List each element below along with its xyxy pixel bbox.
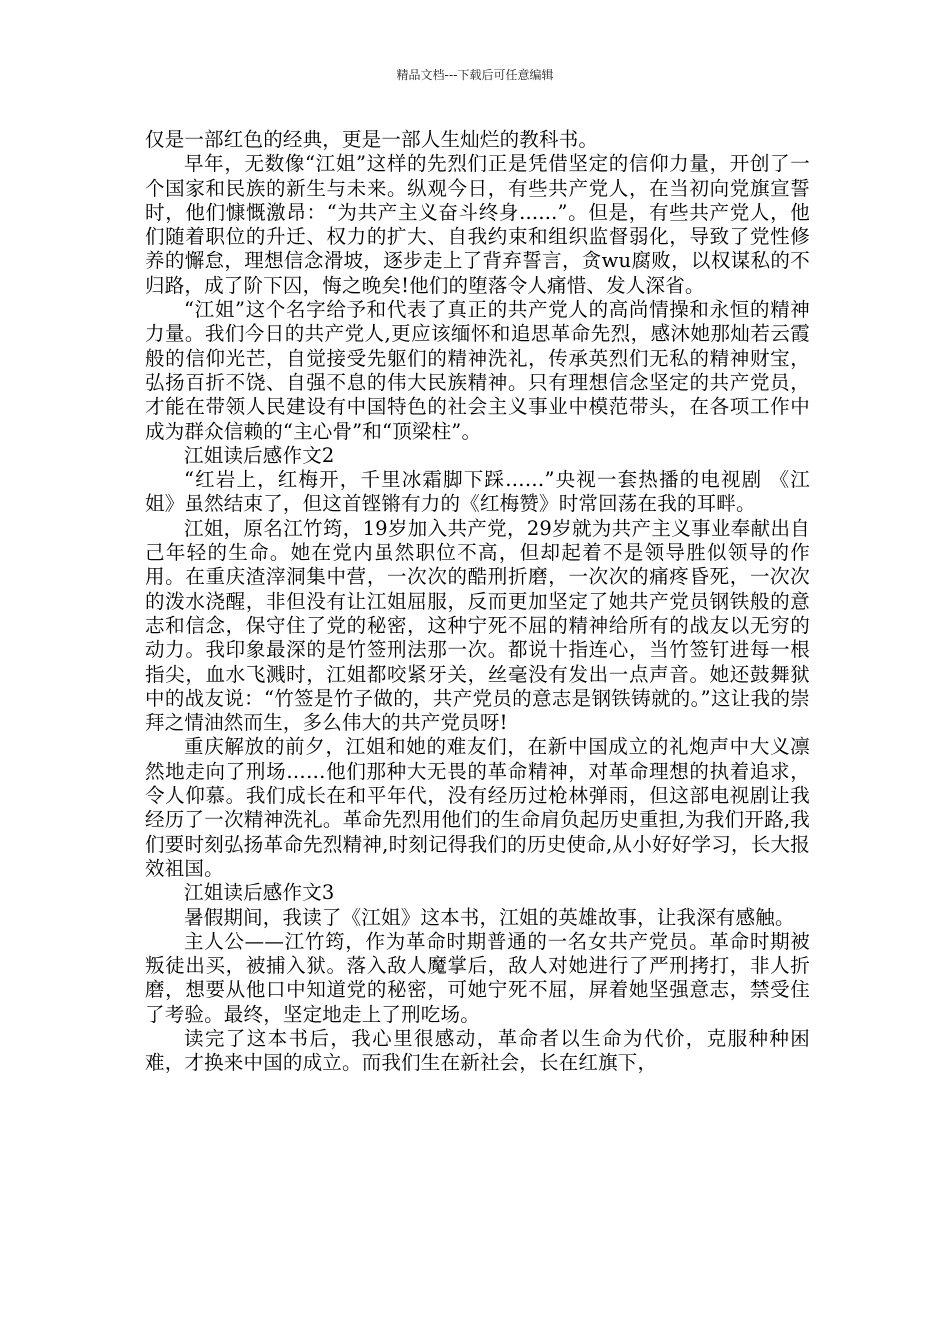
page-header: 精品文档---下载后可任意编辑: [396, 68, 554, 82]
paragraph: 江姐读后感作文3: [184, 881, 335, 905]
paragraph: 江姐，原名江竹筠，19岁加入共产党，29岁就为共产主义事业奉献出自己年轻的生命。她在党内虽然职位不高，但却起着不是领导胜似领导的作用。在重庆渣滓洞集中营，一次次的酷刑折磨，一次次的痛疼昏死，一次次的泼水浇醒，非但没有让江姐屈服，反而更加坚定了她共产党员钢铁般的意志和信念，保守住了党的秘密，这种宁死不屈的精神给所有的战友以无穷的动力。我印象最深的是竹签刑法那一次。都说十指连心，当竹签钉进每一根指尖，血水飞溅时，江姐都咬紧牙关，丝毫没有发出一点声音。她还鼓舞狱中的战友说：“竹签是竹子做的，共产党员的意志是钢铁铸就的。”这让我的崇拜之情油然而生，多么伟大的共产党员呀!: [145, 516, 810, 735]
paragraph: 重庆解放的前夕，江姐和她的难友们，在新中国成立的礼炮声中大义凛然地走向了刑场……他们那种大无畏的革命精神，对革命理想的执着追求，令人仰慕。我们成长在和平年代，没有经历过枪林弹雨，但这部电视剧让我经历了一次精神洗礼。革命先烈用他们的生命肩负起历史重担,为我们开路,我们要时刻弘扬革命先烈精神,时刻记得我们的历史使命,从小好好学习，长大报效祖国。: [145, 735, 810, 880]
paragraph: “江姐”这个名字给予和代表了真正的共产党人的高尚情操和永恒的精神力量。我们今日的共产党人,更应该缅怀和追思革命先烈，感沐她那灿若云霞般的信仰光芒，自觉接受先躯们的精神洗礼，传承英烈们无私的精神财宝，弘扬百折不饶、自强不息的伟大民族精神。只有理想信念坚定的共产党员，才能在带领人民建设有中国特色的社会主义事业中模范带头，在各项工作中成为群众信赖的“主心骨”和“顶梁柱”。: [145, 298, 810, 443]
paragraph: 读完了这本书后，我心里很感动，革命者以生命为代价，克服种种困难，才换来中国的成立。而我们生在新社会，长在红旗下，: [145, 1026, 810, 1075]
paragraph: 仅是一部红色的经典，更是一部人生灿烂的教科书。: [145, 128, 599, 151]
paragraph: 主人公——江竹筠，作为革命时期普通的一名女共产党员。革命时期被叛徒出买，被捕入狱。落入敌人魔掌后，敌人对她进行了严刑拷打，非人折磨，想要从他口中知道党的秘密，可她宁死不屈，屏着她坚强意志，禁受住了考验。最终，坚定地走上了刑吃场。: [145, 929, 810, 1026]
document-body: [145, 128, 810, 1076]
paragraph: 早年，无数像“江姐”这样的先烈们正是凭借坚定的信仰力量，开创了一个国家和民族的新生与未来。纵观今日，有些共产党人，在当初向党旗宣誓时，他们慷慨激昂：“为共产主义奋斗终身......”。但是，有些共产党人，他们随着职位的升迁、权力的扩大、自我约束和组织监督弱化，导致了党性修养的懈怠，理想信念滑坡，逐步走上了背弃誓言，贪wu腐败，以权谋私的不归路，成了阶下囚，悔之晚矣!他们的堕落令人痛惜、发人深省。: [145, 152, 810, 297]
paragraph: “红岩上，红梅开，千里冰霜脚下踩……”央视一套热播的电视剧 《江姐》虽然结束了，但这首铿锵有力的《红梅赞》时常回荡在我的耳畔。: [145, 468, 810, 516]
paragraph: 江姐读后感作文2: [184, 443, 335, 467]
paragraph: 暑假期间，我读了《江姐》这本书，江姐的英雄故事，让我深有感触。: [184, 905, 795, 929]
